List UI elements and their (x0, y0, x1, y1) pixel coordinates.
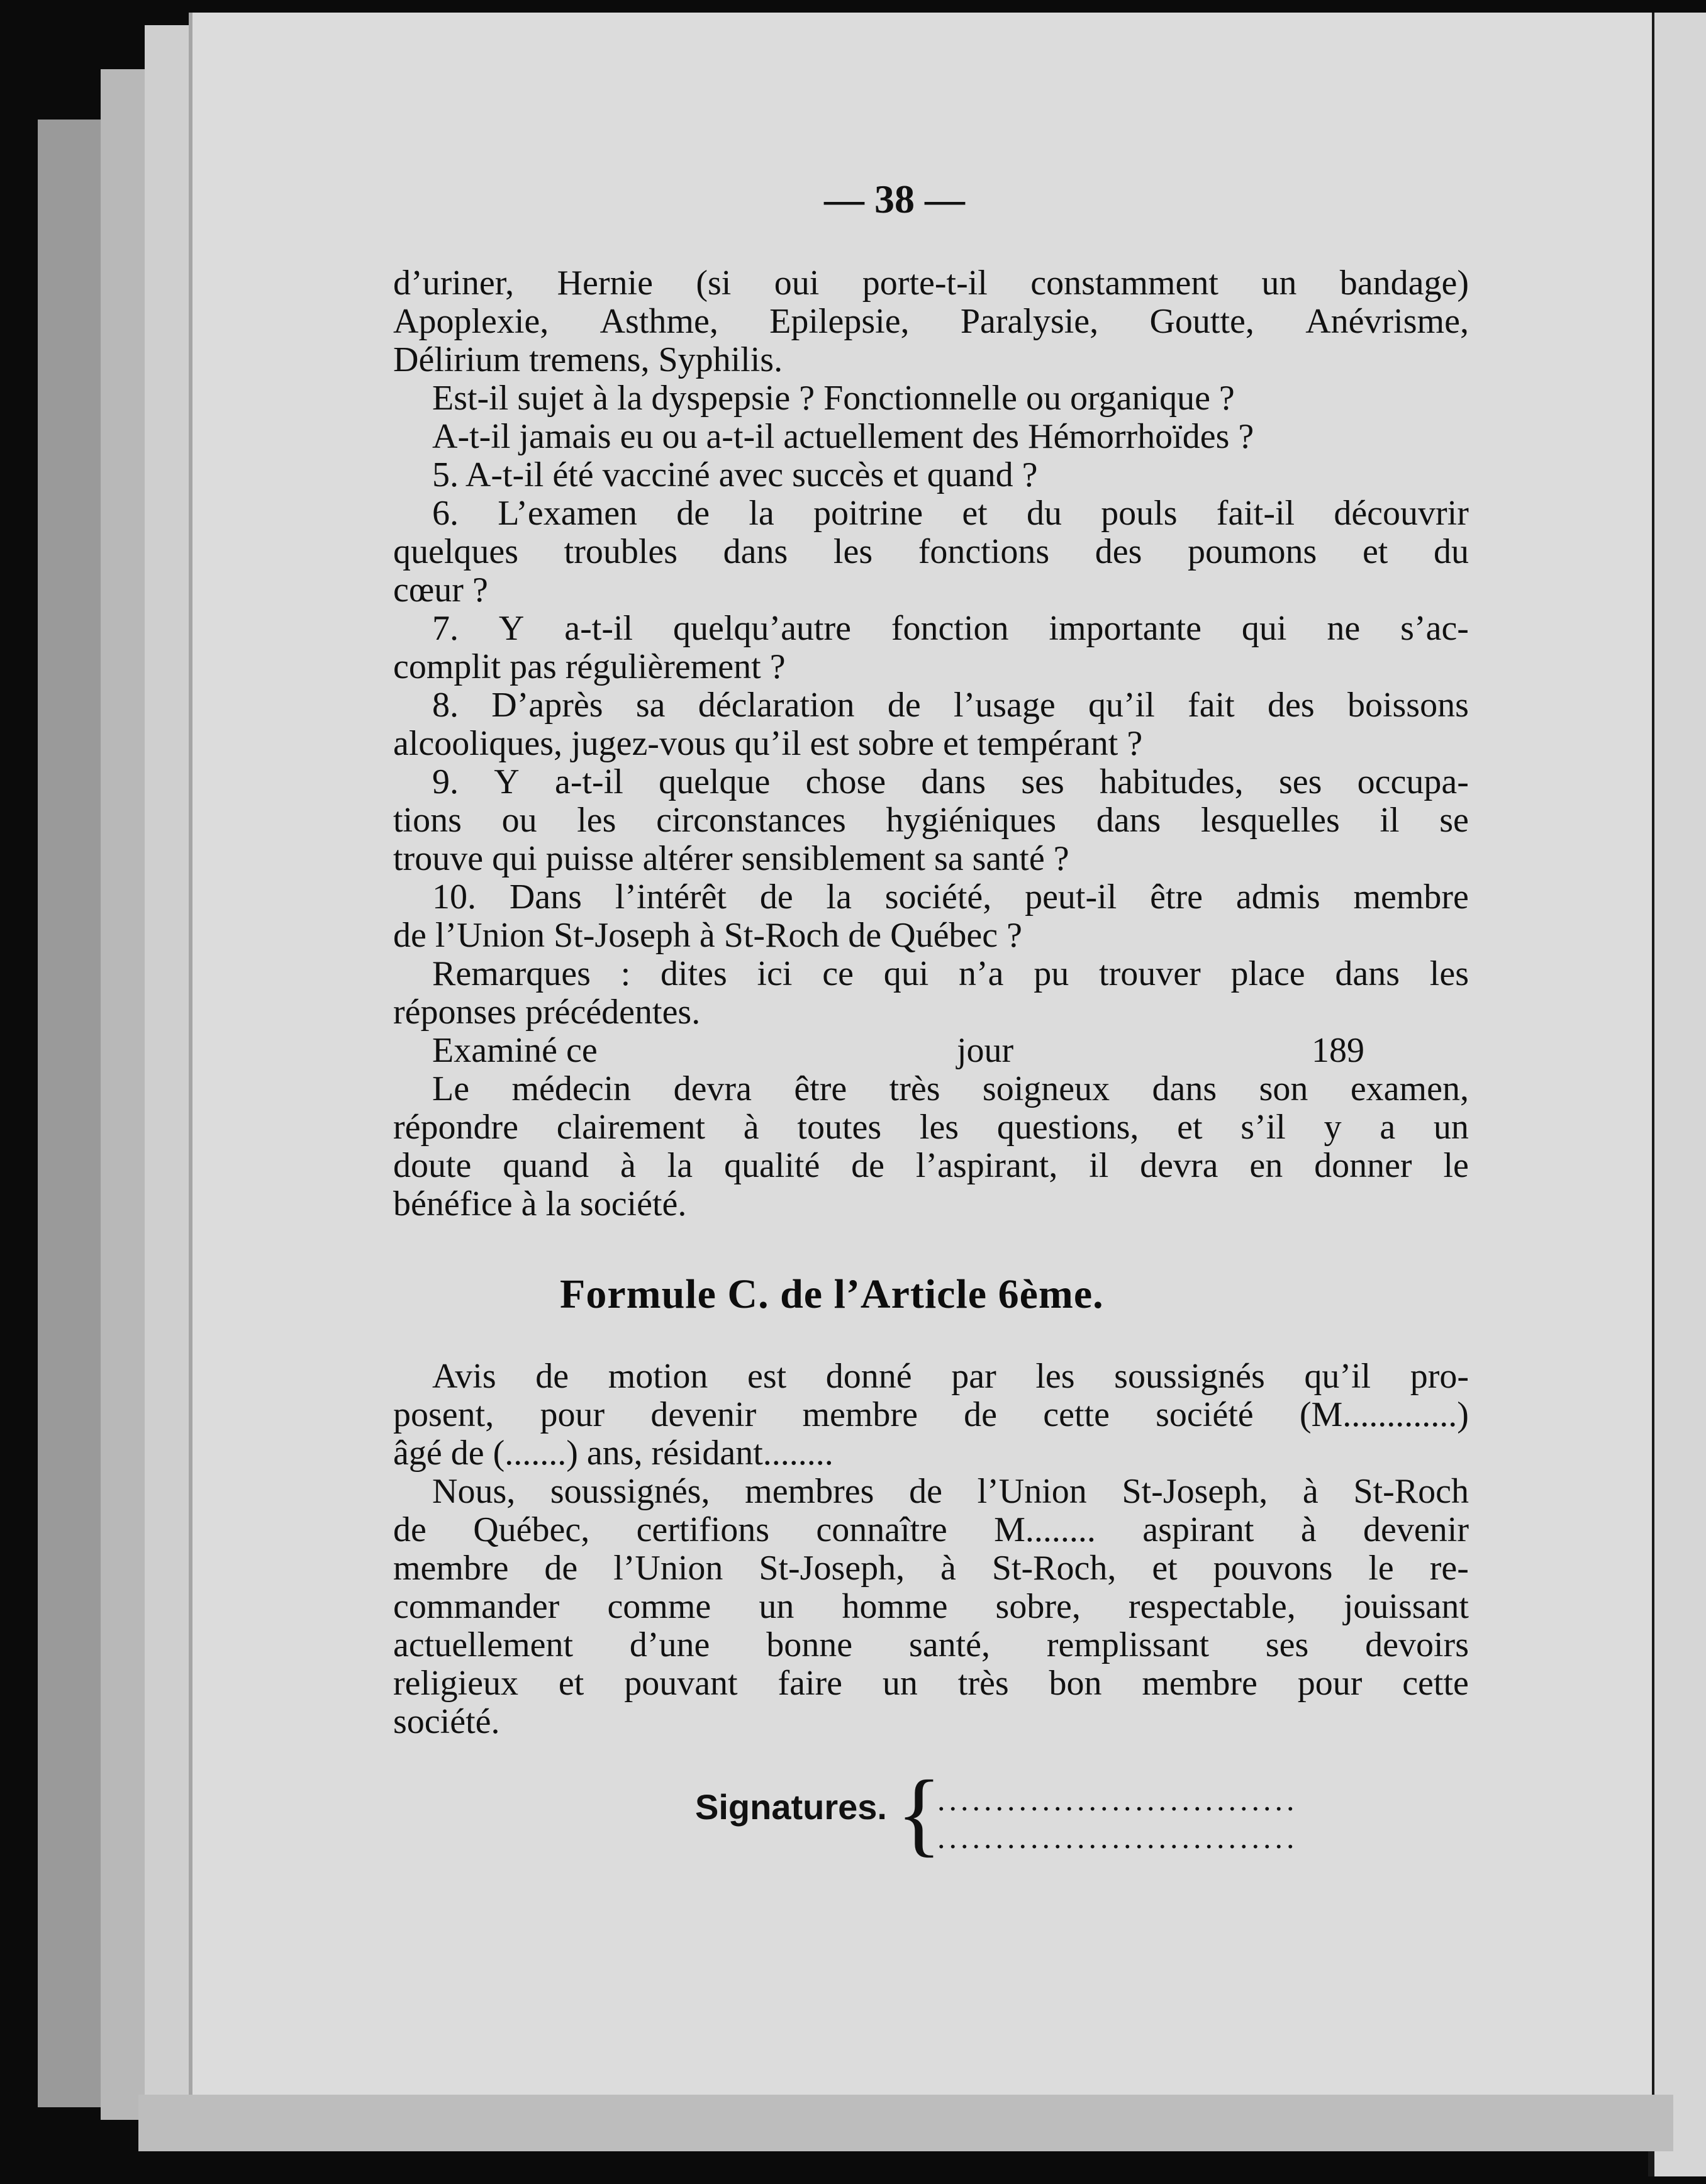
text-line: d’uriner, Hernie (si oui porte-t-il constamment un bandage) (393, 264, 1469, 303)
remarques-line: réponses précédentes. (393, 993, 701, 1032)
question-6-line: cœur ? (393, 571, 488, 610)
avis-line: âgé de (.......) ans, résidant........ (393, 1434, 833, 1473)
signatures-label: Signatures. (695, 1787, 887, 1827)
medecin-line: répondre clairement à toutes les questions, et s’il y a un (393, 1108, 1469, 1147)
avis-line: Avis de motion est donné par les soussignés qu’il pro- (432, 1357, 1469, 1396)
nous-line: membre de l’Union St-Joseph, à St-Roch, et pouvons le re- (393, 1549, 1469, 1588)
medecin-line: bénéfice à la société. (393, 1184, 687, 1223)
question-hemorroides: A-t-il jamais eu ou a-t-il actuellement des Hémorrhoïdes ? (432, 417, 1254, 456)
question-9-line: trouve qui puisse altérer sensiblement sa santé ? (393, 839, 1069, 878)
avis-line: posent, pour devenir membre de cette société (M.............) (393, 1395, 1469, 1434)
nous-line: religieux et pouvant faire un très bon membre pour cette (393, 1664, 1469, 1703)
question-5: 5. A-t-il été vacciné avec succès et quand ? (432, 455, 1038, 494)
book-edge-bottom (138, 2095, 1673, 2151)
body-text-upper (393, 264, 1469, 1223)
question-7-line: 7. Y a-t-il quelqu’autre fonction importante qui ne s’ac- (432, 609, 1469, 648)
question-6-line: 6. L’examen de la poitrine et du pouls fait-il découvrir (432, 494, 1469, 533)
nous-line: de Québec, certifions connaître M........ aspirant à devenir (393, 1510, 1469, 1549)
remarques-line: Remarques : dites ici ce qui n’a pu trouver place dans les (432, 954, 1469, 993)
examine-day: jour (957, 1031, 1014, 1070)
question-8-line: alcooliques, jugez-vous qu’il est sobre et tempérant ? (393, 724, 1143, 763)
examine-line (393, 1032, 1469, 1070)
medecin-line: Le médecin devra être très soigneux dans son examen, (432, 1069, 1469, 1108)
facing-page-edge (1648, 13, 1706, 2176)
question-7-line: complit pas régulièrement ? (393, 647, 786, 686)
question-10-line: de l’Union St-Joseph à St-Roch de Québec ? (393, 916, 1022, 955)
page-number: — 38 — (824, 177, 965, 221)
nous-line: Nous, soussignés, membres de l’Union St-Joseph, à St-Roch (432, 1472, 1469, 1511)
text-line: Délirium tremens, Syphilis. (393, 340, 783, 379)
signature-line-1: ............................... (937, 1782, 1298, 1817)
question-dyspepsie: Est-il sujet à la dyspepsie ? Fonctionnelle ou organique ? (432, 379, 1235, 418)
question-9-line: tions ou les circonstances hygiéniques dans lesquelles il se (393, 801, 1469, 840)
question-10-line: 10. Dans l’intérêt de la société, peut-il être admis membre (432, 878, 1469, 916)
nous-line: commander comme un homme sobre, respectable, jouissant (393, 1587, 1469, 1626)
examine-label: Examiné ce (432, 1031, 598, 1070)
text-line: Apoplexie, Asthme, Epilepsie, Paralysie, Goutte, Anévrisme, (393, 302, 1469, 341)
question-8-line: 8. D’après sa déclaration de l’usage qu’il fait des boissons (432, 686, 1469, 725)
question-9-line: 9. Y a-t-il quelque chose dans ses habitudes, ses occupa- (432, 762, 1469, 801)
nous-line: actuellement d’une bonne santé, remplissant ses devoirs (393, 1625, 1469, 1664)
medecin-line: doute quand à la qualité de l’aspirant, il devra en donner le (393, 1146, 1469, 1185)
signatures-brace: { (896, 1761, 942, 1866)
examine-year: 189 (1312, 1031, 1364, 1070)
section-heading: Formule C. de l’Article 6ème. (560, 1271, 1104, 1317)
nous-line: société. (393, 1702, 500, 1741)
question-6-line: quelques troubles dans les fonctions des poumons et du (393, 532, 1469, 571)
body-text-lower (393, 1357, 1469, 1741)
signature-line-2: ............................... (937, 1820, 1298, 1855)
